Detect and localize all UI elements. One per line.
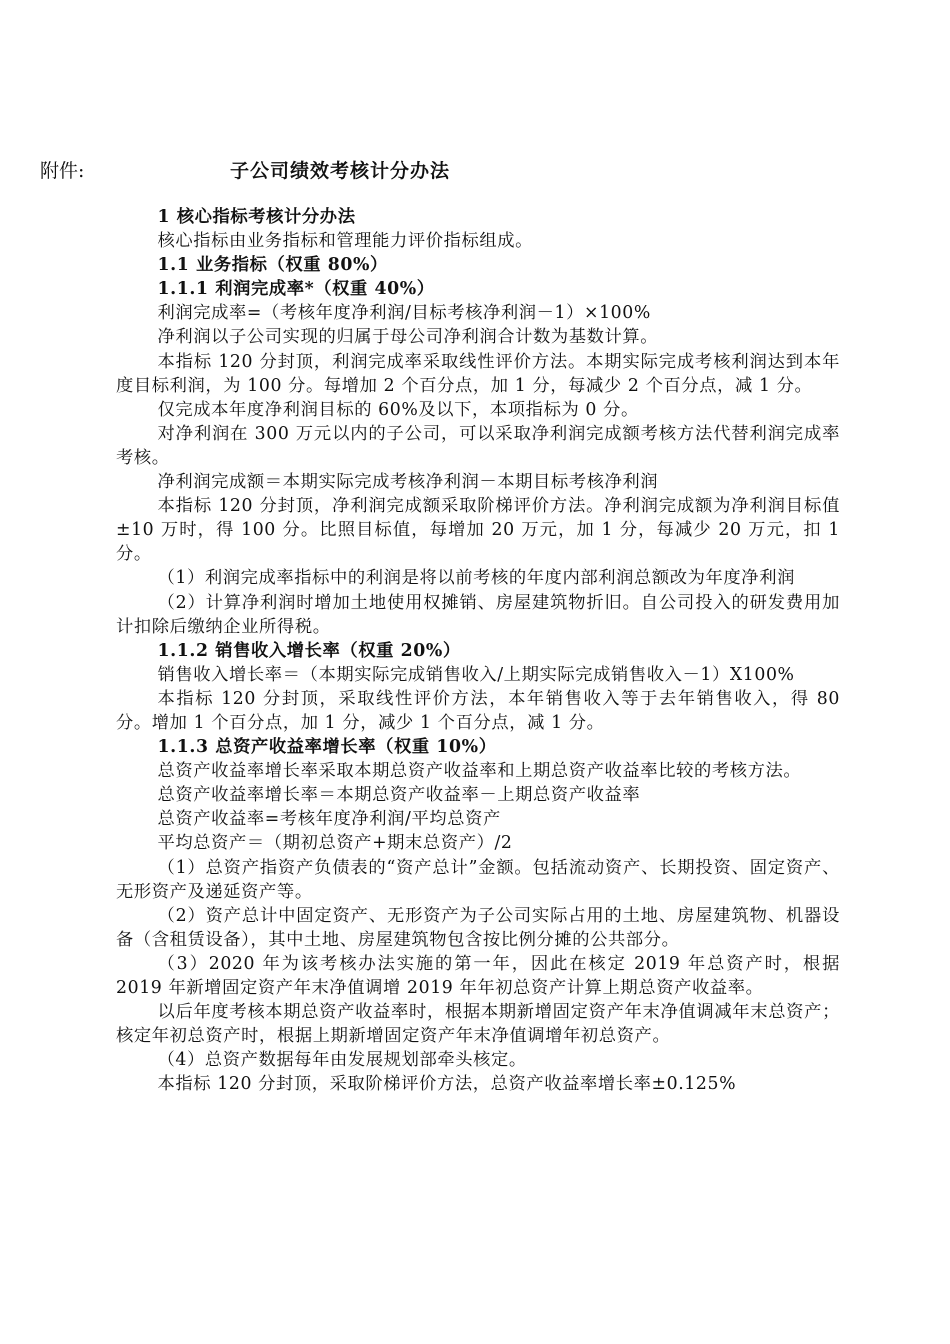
note-item: （2）计算净利润时增加土地使用权摊销、房屋建筑物折旧。自公司投入的研发费用加计扣除后缴纳企业所得税。 — [116, 592, 840, 637]
section-heading: 1 核心指标考核计分办法 — [157, 207, 356, 227]
formula: 净利润完成额＝本期实际完成考核净利润－本期目标考核净利润 — [157, 472, 659, 493]
formula: 利润完成率=（考核年度净利润/目标考核净利润－1）×100% — [157, 303, 651, 324]
paragraph: 核心指标由业务指标和管理能力评价指标组成。 — [157, 231, 534, 252]
paragraph: 对净利润在 300 万元以内的子公司，可以采取净利润完成额考核方法代替利润完成率考核。 — [116, 423, 840, 468]
note-item: （4）总资产数据每年由发展规划部牵头核定。 — [157, 1050, 527, 1071]
paragraph: 本指标 120 分封顶，采取阶梯评价方法，总资产收益率增长率±0.125% — [157, 1074, 737, 1095]
section-heading: 1.1.1 利润完成率*（权重 40%） — [157, 279, 435, 300]
document-body — [116, 205, 840, 1096]
note-item: （1）利润完成率指标中的利润是将以前考核的年度内部利润总额改为年度净利润 — [157, 568, 795, 589]
formula: 总资产收益率增长率＝本期总资产收益率－上期总资产收益率 — [157, 785, 641, 806]
note-item: （3）2020 年为该考核办法实施的第一年，因此在核定 2019 年总资产时，根据 2019 年新增固定资产年末净值调增 2019 年年初总资产计算上期总资产收益率。 — [116, 953, 840, 998]
paragraph: 净利润以子公司实现的归属于母公司净利润合计数为基数计算。 — [157, 327, 659, 348]
paragraph: 本指标 120 分封顶，净利润完成额采取阶梯评价方法。净利润完成额为净利润目标值±10 万时，得 100 分。比照目标值，每增加 20 万元，加 1 分，每减少 20 万元，扣 1 分。 — [116, 496, 840, 565]
paragraph: 本指标 120 分封顶，利润完成率采取线性评价方法。本期实际完成考核利润达到本年度目标利润，为 100 分。每增加 2 个百分点，加 1 分，每减少 2 个百分点，减 1 分。 — [116, 351, 840, 396]
section-heading: 1.1 业务指标（权重 80%） — [157, 255, 388, 276]
note-item: （2）资产总计中固定资产、无形资产为子公司实际占用的土地、房屋建筑物、机器设备（含租赁设备），其中土地、房屋建筑物包含按比例分摊的公共部分。 — [116, 905, 840, 950]
formula: 总资产收益率=考核年度净利润/平均总资产 — [157, 809, 501, 830]
formula: 平均总资产＝（期初总资产+期末总资产）/2 — [157, 833, 513, 854]
paragraph: 总资产收益率增长率采取本期总资产收益率和上期总资产收益率比较的考核方法。 — [157, 761, 802, 782]
paragraph: 仅完成本年度净利润目标的 60%及以下，本项指标为 0 分。 — [157, 399, 639, 420]
paragraph: 本指标 120 分封顶，采取线性评价方法，本年销售收入等于去年销售收入，得 80 分。增加 1 个百分点，加 1 分，减少 1 个百分点，减 1 分。 — [116, 688, 840, 733]
document-header — [40, 156, 740, 186]
section-heading: 1.1.2 销售收入增长率（权重 20%） — [157, 640, 461, 661]
attachment-label: 附件: — [40, 160, 85, 182]
section-heading: 1.1.3 总资产收益率增长率（权重 10%） — [157, 737, 497, 758]
formula: 销售收入增长率＝（本期实际完成销售收入/上期实际完成销售收入－1）X100% — [157, 664, 795, 685]
note-item: （1）总资产指资产负债表的“资产总计”金额。包括流动资产、长期投资、固定资产、无形资产及递延资产等。 — [116, 857, 840, 902]
paragraph: 以后年度考核本期总资产收益率时，根据本期新增固定资产年末净值调减年末总资产；核定年初总资产时，根据上期新增固定资产年末净值调增年初总资产。 — [116, 1002, 840, 1047]
document-title: 子公司绩效考核计分办法 — [230, 160, 451, 182]
